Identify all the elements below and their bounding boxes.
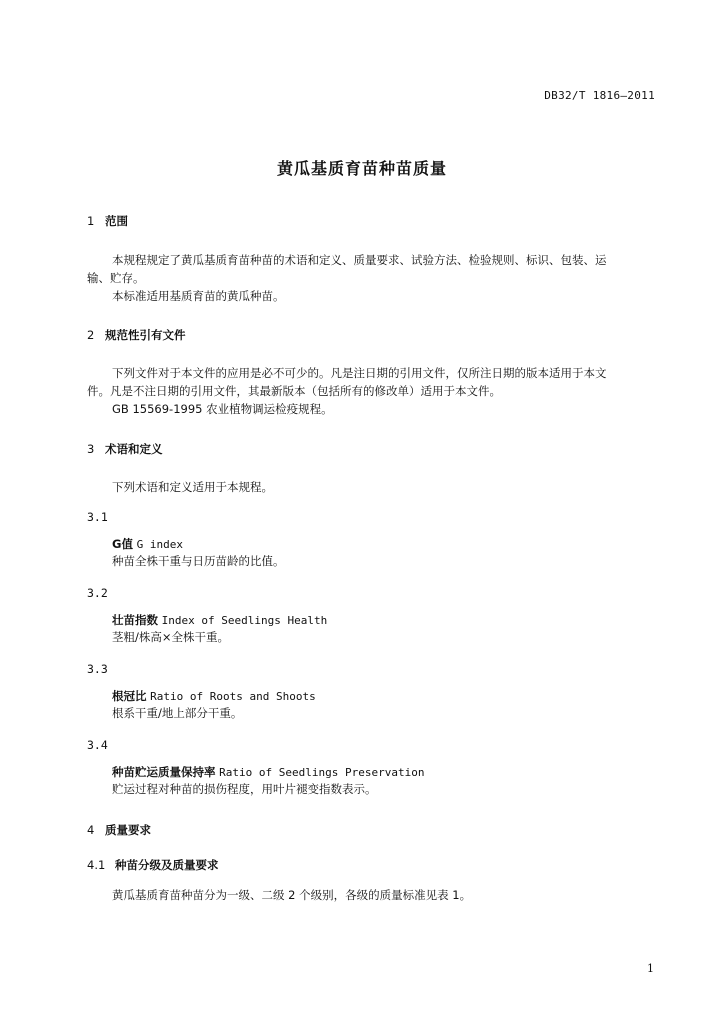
section-number: 1 [87,214,95,228]
subsection-4-1-heading [87,857,219,873]
section-title: 质量要求 [105,823,151,837]
term-en: Ratio of Roots and Shoots [150,690,316,703]
subsection-number: 4.1 [87,858,106,872]
term-en: G index [136,538,183,551]
subsection-title: 种苗分级及质量要求 [115,858,219,872]
section-4-heading [87,822,151,838]
paragraph-continuation: 输、贮存。 [87,271,145,285]
term-definition: 贮运过程对种苗的损伤程度，用叶片褪变指数表示。 [112,782,377,796]
section-number: 2 [87,328,95,342]
term-number: 3.3 [87,662,108,676]
standard-code: DB32/T 1816—2011 [544,89,655,102]
document-title: 黄瓜基质育苗种苗质量 [276,159,447,178]
section-title: 范围 [105,214,128,228]
paragraph: 下列文件对于本文件的应用是必不可少的。凡是注日期的引用文件，仅所注日期的版本适用于本文 [112,366,607,380]
term-name [112,536,183,552]
term-en: Ratio of Seedlings Preservation [219,766,425,779]
paragraph-continuation: 件。凡是不注日期的引用文件，其最新版本（包括所有的修改单）适用于本文件。 [87,384,501,398]
term-number: 3.4 [87,738,108,752]
section-3-heading [87,441,163,457]
section-1-heading [87,213,128,229]
paragraph: 本标准适用基质育苗的黄瓜种苗。 [112,289,285,303]
term-number: 3.1 [87,510,108,524]
term-definition: 种苗全株干重与日历苗龄的比值。 [112,554,285,568]
term-number: 3.2 [87,586,108,600]
section-title: 术语和定义 [105,442,163,456]
term-definition: 根系干重/地上部分干重。 [112,706,243,720]
paragraph: 下列术语和定义适用于本规程。 [112,480,273,494]
section-2-heading [87,327,186,343]
term-zh: 根冠比 [112,689,147,703]
section-number: 3 [87,442,95,456]
term-name [112,688,316,704]
term-zh: 种苗贮运质量保持率 [112,765,216,779]
section-number: 4 [87,823,95,837]
term-zh: G值 [112,537,133,551]
term-name [112,764,424,780]
term-en: Index of Seedlings Health [161,614,328,627]
term-definition: 茎粗/株高×全株干重。 [112,630,230,644]
paragraph: 本规程规定了黄瓜基质育苗种苗的术语和定义、质量要求、试验方法、检验规则、标识、包装、运 [112,253,607,267]
term-zh: 壮苗指数 [112,613,158,627]
section-title: 规范性引有文件 [105,328,186,342]
term-name [112,612,327,628]
page-number: 1 [647,962,654,975]
paragraph: 黄瓜基质育苗种苗分为一级、二级 2 个级别，各级的质量标准见表 1。 [112,888,472,902]
reference-item: GB 15569-1995 农业植物调运检疫规程。 [112,402,333,416]
